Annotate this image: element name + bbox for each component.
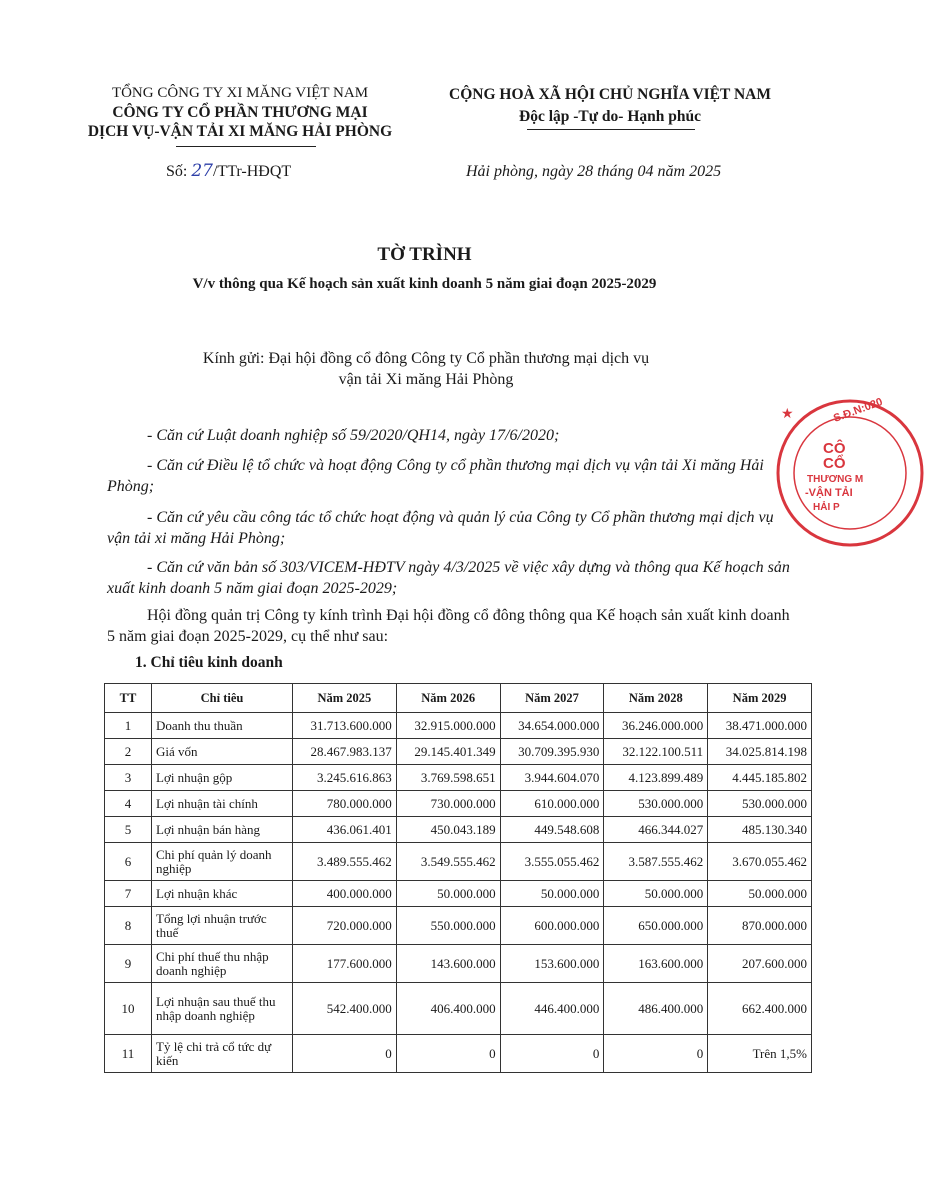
row-index: 4 bbox=[105, 791, 152, 817]
row-value-năm-2026: 3.769.598.651 bbox=[396, 765, 500, 791]
row-value-năm-2028: 4.123.899.489 bbox=[604, 765, 708, 791]
col-header-2027: Năm 2027 bbox=[500, 684, 604, 713]
recipient-line1: Kính gửi: Đại hội đồng cổ đông Công ty Cổ phần thương mại dịch vụ bbox=[202, 350, 650, 367]
document-title: TỜ TRÌNH bbox=[377, 244, 472, 265]
row-value-năm-2028: 36.246.000.000 bbox=[604, 713, 708, 739]
row-value-năm-2026: 406.400.000 bbox=[396, 983, 500, 1035]
col-header-2025: Năm 2025 bbox=[293, 684, 397, 713]
row-value-năm-2029: 38.471.000.000 bbox=[708, 713, 812, 739]
row-index: 1 bbox=[105, 713, 152, 739]
col-header-2028: Năm 2028 bbox=[604, 684, 708, 713]
col-header-tt: TT bbox=[105, 684, 152, 713]
doc-no-prefix: Số: bbox=[166, 163, 192, 180]
row-value-năm-2027: 3.555.055.462 bbox=[500, 843, 604, 881]
row-value-năm-2029: Trên 1,5% bbox=[708, 1035, 812, 1073]
row-index: 10 bbox=[105, 983, 152, 1035]
col-header-2026: Năm 2026 bbox=[396, 684, 500, 713]
row-value-năm-2029: 50.000.000 bbox=[708, 881, 812, 907]
stamp-text-1: CÔ bbox=[823, 440, 846, 457]
table-row bbox=[105, 1035, 812, 1073]
row-value-năm-2029: 485.130.340 bbox=[708, 817, 812, 843]
row-index: 2 bbox=[105, 739, 152, 765]
business-targets-table bbox=[104, 683, 812, 1073]
table-row bbox=[105, 907, 812, 945]
row-value-năm-2026: 32.915.000.000 bbox=[396, 713, 500, 739]
row-value-năm-2025: 3.489.555.462 bbox=[293, 843, 397, 881]
row-value-năm-2025: 28.467.983.137 bbox=[293, 739, 397, 765]
company-name-line1: CÔNG TY CỔ PHẦN THƯƠNG MẠI bbox=[112, 104, 368, 121]
col-header-target: Chỉ tiêu bbox=[152, 684, 293, 713]
row-value-năm-2025: 31.713.600.000 bbox=[293, 713, 397, 739]
row-value-năm-2027: 153.600.000 bbox=[500, 945, 604, 983]
row-index: 11 bbox=[105, 1035, 152, 1073]
row-index: 3 bbox=[105, 765, 152, 791]
table-row bbox=[105, 881, 812, 907]
row-target-name: Chi phí thuế thu nhập doanh nghiệp bbox=[152, 945, 293, 983]
row-value-năm-2029: 3.670.055.462 bbox=[708, 843, 812, 881]
row-value-năm-2027: 0 bbox=[500, 1035, 604, 1073]
motto-underline bbox=[527, 129, 695, 130]
place-date: Hải phòng, ngày 28 tháng 04 năm 2025 bbox=[466, 163, 722, 180]
row-value-năm-2029: 530.000.000 bbox=[708, 791, 812, 817]
row-value-năm-2029: 34.025.814.198 bbox=[708, 739, 812, 765]
row-value-năm-2025: 3.245.616.863 bbox=[293, 765, 397, 791]
row-index: 7 bbox=[105, 881, 152, 907]
row-value-năm-2026: 550.000.000 bbox=[396, 907, 500, 945]
document-number bbox=[166, 161, 291, 181]
document-subtitle: V/v thông qua Kế hoạch sản xuất kinh doanh 5 năm giai đoạn 2025-2029 bbox=[192, 276, 657, 292]
intro-paragraph: Hội đồng quản trị Công ty kính trình Đại hội đồng cổ đông thông qua Kế hoạch sản xuất kinh doanh 5 năm giai đoạn 2025-2029, cụ thể như sau: bbox=[107, 607, 790, 645]
stamp-text-2: CỔ bbox=[823, 455, 846, 472]
legal-basis-3: - Căn cứ yêu cầu công tác tổ chức hoạt động và quản lý của Công ty Cổ phần thương mại dịch vụ vận tải xi măng Hải Phòng; bbox=[107, 509, 774, 547]
row-value-năm-2029: 4.445.185.802 bbox=[708, 765, 812, 791]
row-value-năm-2026: 143.600.000 bbox=[396, 945, 500, 983]
national-motto: Độc lập -Tự do- Hạnh phúc bbox=[519, 108, 701, 125]
parent-org-name: TỔNG CÔNG TY XI MĂNG VIỆT NAM bbox=[111, 85, 369, 101]
doc-no-handwritten: 27 bbox=[191, 161, 213, 181]
row-value-năm-2026: 730.000.000 bbox=[396, 791, 500, 817]
stamp-inner-ring bbox=[794, 417, 906, 529]
row-value-năm-2025: 177.600.000 bbox=[293, 945, 397, 983]
row-target-name: Lợi nhuận gộp bbox=[152, 765, 293, 791]
row-value-năm-2027: 34.654.000.000 bbox=[500, 713, 604, 739]
table-row bbox=[105, 713, 812, 739]
doc-no-suffix: /TTr-HĐQT bbox=[212, 163, 292, 180]
stamp-outer-ring bbox=[778, 401, 922, 545]
row-target-name: Lợi nhuận sau thuế thu nhập doanh nghiệp bbox=[152, 983, 293, 1035]
row-value-năm-2028: 163.600.000 bbox=[604, 945, 708, 983]
table-row bbox=[105, 765, 812, 791]
row-target-name: Tổng lợi nhuận trước thuế bbox=[152, 907, 293, 945]
row-value-năm-2026: 0 bbox=[396, 1035, 500, 1073]
company-stamp bbox=[775, 395, 925, 548]
row-target-name: Chi phí quản lý doanh nghiệp bbox=[152, 843, 293, 881]
row-value-năm-2028: 650.000.000 bbox=[604, 907, 708, 945]
national-header bbox=[420, 84, 800, 128]
nation-title: CỘNG HOÀ XÃ HỘI CHỦ NGHĨA VIỆT NAM bbox=[449, 86, 771, 103]
row-target-name: Doanh thu thuần bbox=[152, 713, 293, 739]
row-value-năm-2025: 780.000.000 bbox=[293, 791, 397, 817]
section-heading: 1. Chỉ tiêu kinh doanh bbox=[135, 654, 283, 671]
row-value-năm-2029: 207.600.000 bbox=[708, 945, 812, 983]
row-value-năm-2028: 0 bbox=[604, 1035, 708, 1073]
row-target-name: Lợi nhuận tài chính bbox=[152, 791, 293, 817]
table-row bbox=[105, 791, 812, 817]
row-target-name: Lợi nhuận bán hàng bbox=[152, 817, 293, 843]
recipient bbox=[120, 348, 732, 390]
row-value-năm-2027: 610.000.000 bbox=[500, 791, 604, 817]
table-header-row bbox=[105, 684, 812, 713]
legal-basis-2: - Căn cứ Điều lệ tổ chức và hoạt động Công ty cổ phần thương mại dịch vụ vận tải Xi măng Hải Phòng; bbox=[107, 457, 764, 495]
stamp-reg-number: S.Đ.N:020 bbox=[831, 395, 885, 425]
row-target-name: Giá vốn bbox=[152, 739, 293, 765]
row-target-name: Lợi nhuận khác bbox=[152, 881, 293, 907]
row-value-năm-2025: 0 bbox=[293, 1035, 397, 1073]
row-value-năm-2028: 32.122.100.511 bbox=[604, 739, 708, 765]
stamp-text-5: HẢI P bbox=[813, 502, 840, 513]
row-value-năm-2028: 486.400.000 bbox=[604, 983, 708, 1035]
row-target-name: Tỷ lệ chi trả cổ tức dự kiến bbox=[152, 1035, 293, 1073]
org-underline bbox=[176, 146, 316, 147]
row-value-năm-2027: 30.709.395.930 bbox=[500, 739, 604, 765]
row-value-năm-2028: 466.344.027 bbox=[604, 817, 708, 843]
legal-basis-1: - Căn cứ Luật doanh nghiệp số 59/2020/QH14, ngày 17/6/2020; bbox=[147, 427, 560, 444]
stamp-star-icon: ★ bbox=[781, 407, 794, 422]
table-row bbox=[105, 945, 812, 983]
row-value-năm-2025: 436.061.401 bbox=[293, 817, 397, 843]
organization-header bbox=[60, 84, 420, 141]
recipient-line2: vận tải Xi măng Hải Phòng bbox=[338, 371, 514, 388]
row-value-năm-2026: 50.000.000 bbox=[396, 881, 500, 907]
table-row bbox=[105, 739, 812, 765]
legal-basis-4: - Căn cứ văn bản số 303/VICEM-HĐTV ngày 4/3/2025 về việc xây dựng và thông qua Kế hoạch sản xuất kinh doanh 5 năm giai đoạn 2025-2029; bbox=[107, 559, 790, 597]
stamp-text-4: -VẬN TẢI bbox=[805, 487, 853, 499]
row-value-năm-2028: 50.000.000 bbox=[604, 881, 708, 907]
row-index: 6 bbox=[105, 843, 152, 881]
row-value-năm-2029: 662.400.000 bbox=[708, 983, 812, 1035]
table-row bbox=[105, 843, 812, 881]
row-value-năm-2026: 3.549.555.462 bbox=[396, 843, 500, 881]
table-row bbox=[105, 983, 812, 1035]
stamp-text-3: THƯƠNG M bbox=[807, 474, 864, 485]
row-index: 5 bbox=[105, 817, 152, 843]
row-value-năm-2026: 29.145.401.349 bbox=[396, 739, 500, 765]
row-value-năm-2025: 542.400.000 bbox=[293, 983, 397, 1035]
row-value-năm-2027: 3.944.604.070 bbox=[500, 765, 604, 791]
table-row bbox=[105, 817, 812, 843]
col-header-2029: Năm 2029 bbox=[708, 684, 812, 713]
row-value-năm-2026: 450.043.189 bbox=[396, 817, 500, 843]
row-value-năm-2027: 600.000.000 bbox=[500, 907, 604, 945]
row-value-năm-2027: 50.000.000 bbox=[500, 881, 604, 907]
row-value-năm-2025: 400.000.000 bbox=[293, 881, 397, 907]
row-value-năm-2027: 449.548.608 bbox=[500, 817, 604, 843]
row-value-năm-2028: 3.587.555.462 bbox=[604, 843, 708, 881]
row-value-năm-2027: 446.400.000 bbox=[500, 983, 604, 1035]
row-index: 8 bbox=[105, 907, 152, 945]
row-value-năm-2029: 870.000.000 bbox=[708, 907, 812, 945]
row-value-năm-2028: 530.000.000 bbox=[604, 791, 708, 817]
row-index: 9 bbox=[105, 945, 152, 983]
row-value-năm-2025: 720.000.000 bbox=[293, 907, 397, 945]
company-name-line2: DỊCH VỤ-VẬN TẢI XI MĂNG HẢI PHÒNG bbox=[87, 123, 393, 140]
